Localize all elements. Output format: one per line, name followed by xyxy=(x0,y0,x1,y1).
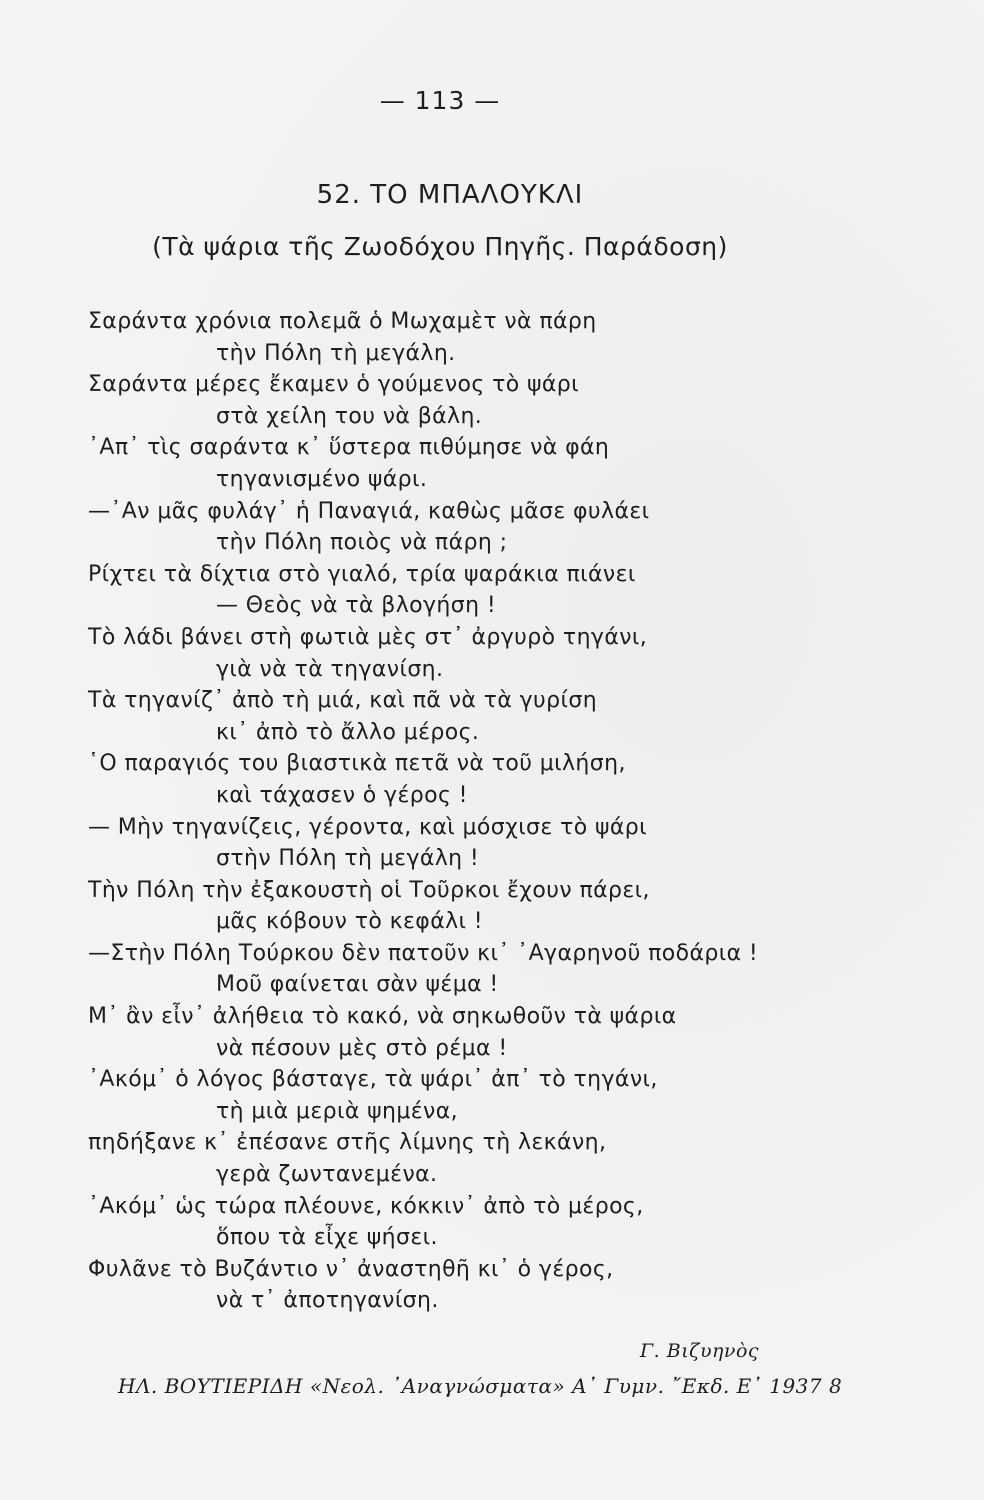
poem-subtitle: (Τὰ ψάρια τῆς Ζωοδόχου Πηγῆς. Παράδοση) xyxy=(152,232,728,261)
poem-line: Τὴν Πόλη τὴν ἐξακουστὴ οἱ Τοῦρκοι ἔχουν πάρει, xyxy=(88,877,650,903)
poem-line: κι᾽ ἀπὸ τὸ ἄλλο μέρος. xyxy=(216,719,480,745)
page-number: — 113 — xyxy=(379,86,501,115)
poem-line: Μοῦ φαίνεται σὰν ψέμα ! xyxy=(216,972,499,998)
poem-line: Φυλᾶνε τὸ Βυζάντιο ν᾽ ἀναστηθῆ κι᾽ ὁ γέρος, xyxy=(88,1256,614,1282)
poem-author: Γ. Βιζυηνὸς xyxy=(640,1340,760,1362)
poem-line: τηγανισμένο ψάρι. xyxy=(216,466,428,492)
poem-line: γερὰ ζωντανεμένα. xyxy=(216,1162,438,1188)
poem-line: Ρίχτει τὰ δίχτια στὸ γιαλό, τρία ψαράκια πιάνει xyxy=(88,561,636,587)
poem-title: 52. ΤΟ ΜΠΑΛΟΥΚΛΙ xyxy=(316,180,584,210)
poem-line: τὴν Πόλη τὴ μεγάλη. xyxy=(216,340,456,366)
poem-line: γιὰ νὰ τὰ τηγανίση. xyxy=(216,656,444,682)
poem-line: Τὸ λάδι βάνει στὴ φωτιὰ μὲς στ᾽ ἀργυρὸ τηγάνι, xyxy=(88,624,648,650)
poem-line: νὰ τ᾽ ἀποτηγανίση. xyxy=(216,1288,439,1314)
poem-line: Μ᾽ ἂν εἶν᾽ ἀλήθεια τὸ κακό, νὰ σηκωθοῦν τὰ ψάρια xyxy=(88,1004,677,1030)
poem-line: Σαράντα μέρες ἔκαμεν ὁ γούμενος τὸ ψάρι xyxy=(88,372,580,398)
poem-line: τὴν Πόλη ποιὸς νὰ πάρη ; xyxy=(216,530,508,556)
poem-line: ὅπου τὰ εἶχε ψήσει. xyxy=(216,1225,438,1251)
poem-line: στὴν Πόλη τὴ μεγάλη ! xyxy=(216,846,480,872)
poem-line: —᾽Αν μᾶς φυλάγ᾽ ἡ Παναγιά, καθὼς μᾶσε φυλάει xyxy=(88,498,650,524)
poem-line: ῾Ο παραγιός του βιαστικὰ πετᾶ νὰ τοῦ μιλήση, xyxy=(88,751,626,777)
poem-line: νὰ πέσουν μὲς στὸ ρέμα ! xyxy=(216,1035,508,1061)
poem-line: — Θεὸς νὰ τὰ βλογήση ! xyxy=(216,593,497,619)
poem-line: καὶ τάχασεν ὁ γέρος ! xyxy=(216,782,468,808)
poem-line: ᾽Απ᾽ τὶς σαράντα κ᾽ ὕστερα πιθύμησε νὰ φάη xyxy=(88,435,610,461)
poem-line: ᾽Ακόμ᾽ ὁ λόγος βάσταγε, τὰ ψάρι᾽ ἀπ᾽ τὸ τηγάνι, xyxy=(88,1067,658,1093)
poem-line: τὴ μιὰ μεριὰ ψημένα, xyxy=(216,1098,459,1124)
poem-line: Σαράντα χρόνια πολεμᾶ ὁ Μωχαμὲτ νὰ πάρη xyxy=(88,309,597,334)
source-citation: ΗΛ. ΒΟΥΤΙΕΡΙΔΗ «Νεολ. ᾽Αναγνώσματα» Α᾽ Γυμν. ῎Εκδ. Ε᾽ 1937 8 xyxy=(118,1374,843,1398)
poem-line: —Στὴν Πόλη Τούρκου δὲν πατοῦν κι᾽ ᾽Αγαρηνοῦ ποδάρια ! xyxy=(88,940,759,966)
poem-line: Τὰ τηγανίζ᾽ ἀπὸ τὴ μιά, καὶ πᾶ νὰ τὰ γυρίση xyxy=(88,688,598,714)
poem-line: μᾶς κόβουν τὸ κεφάλι ! xyxy=(216,909,483,935)
poem-line: στὰ χείλη του νὰ βάλη. xyxy=(216,403,483,429)
poem-line: ᾽Ακόμ᾽ ὡς τώρα πλέουνε, κόκκιν᾽ ἀπὸ τὸ μέρος, xyxy=(88,1193,644,1219)
poem-line: — Μὴν τηγανίζεις, γέροντα, καὶ μόσχισε τὸ ψάρι xyxy=(88,814,648,840)
poem-line: πηδήξανε κ᾽ ἐπέσανε στῆς λίμνης τὴ λεκάνη, xyxy=(88,1130,607,1156)
poem-body xyxy=(88,306,888,1317)
